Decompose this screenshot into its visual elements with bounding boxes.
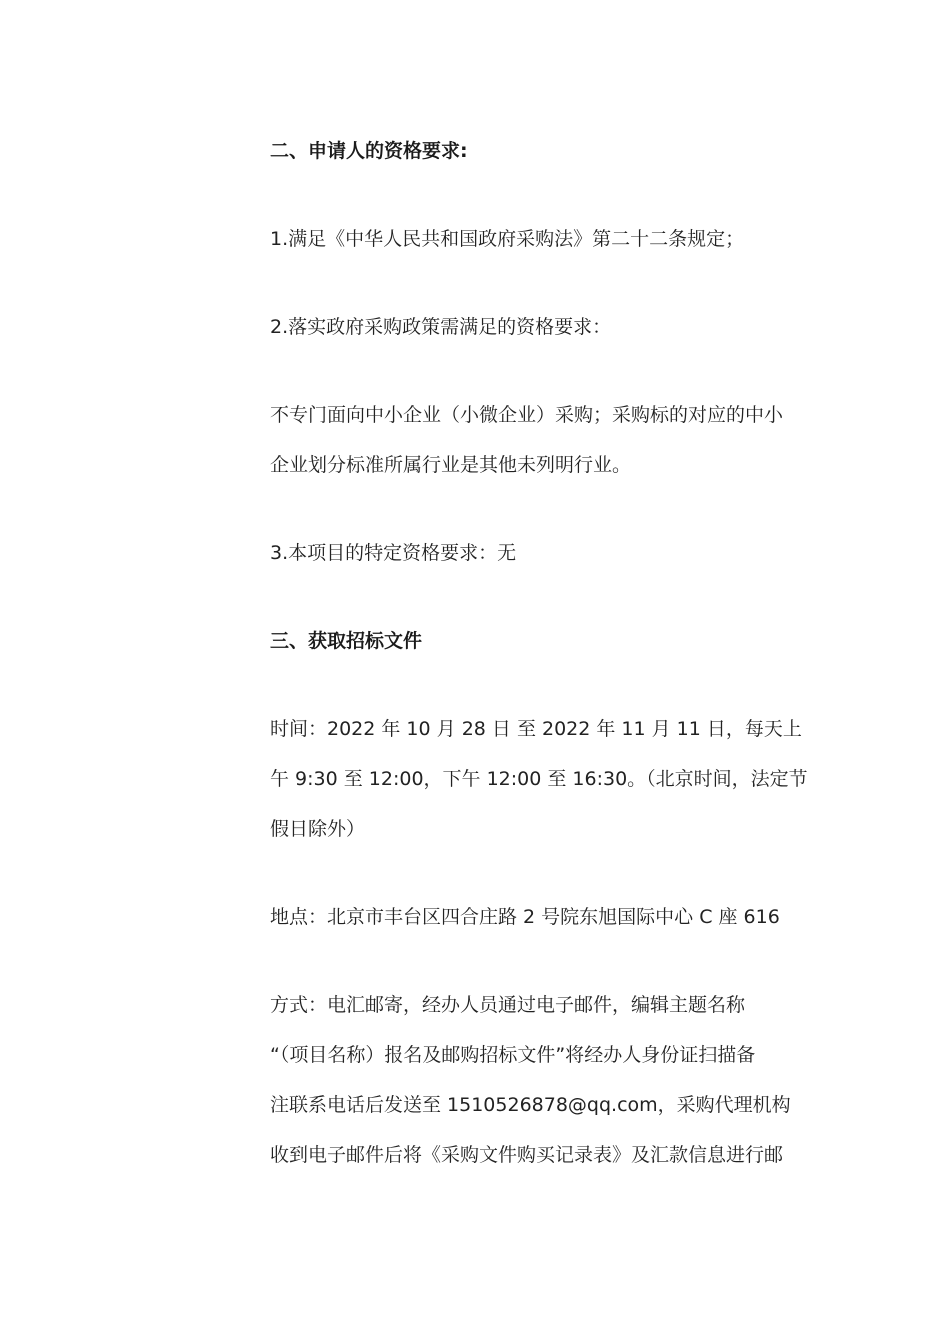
section-3-heading: 三、获取招标文件 (270, 630, 423, 652)
time-line-3: 假日除外） (270, 818, 366, 840)
method-line-2: “（项目名称）报名及邮购招标文件”将经办人身份证扫描备 (270, 1044, 756, 1066)
time-line-2: 午 9:30 至 12:00，下午 12:00 至 16:30。（北京时间，法定节 (270, 768, 808, 790)
method-line-4: 收到电子邮件后将《采购文件购买记录表》及汇款信息进行邮 (270, 1144, 784, 1166)
qualification-item-3: 3.本项目的特定资格要求：无 (270, 542, 517, 564)
method-line-1: 方式：电汇邮寄，经办人员通过电子邮件，编辑主题名称 (270, 994, 746, 1016)
method-line-3: 注联系电话后发送至 1510526878@qq.com，采购代理机构 (270, 1094, 791, 1116)
qualification-item-2: 2.落实政府采购政策需满足的资格要求： (270, 316, 612, 338)
qualification-item-1: 1.满足《中华人民共和国政府采购法》第二十二条规定； (270, 228, 745, 250)
place-line: 地点：北京市丰台区四合庄路 2 号院东旭国际中心 C 座 616 (270, 906, 780, 928)
qualification-item-2-detail-line-2: 企业划分标准所属行业是其他未列明行业。 (270, 454, 632, 476)
qualification-item-2-detail-line-1: 不专门面向中小企业（小微企业）采购；采购标的对应的中小 (270, 404, 784, 426)
time-line-1: 时间：2022 年 10 月 28 日 至 2022 年 11 月 11 日，每天上 (270, 718, 802, 740)
section-2-heading: 二、申请人的资格要求: (270, 140, 468, 162)
